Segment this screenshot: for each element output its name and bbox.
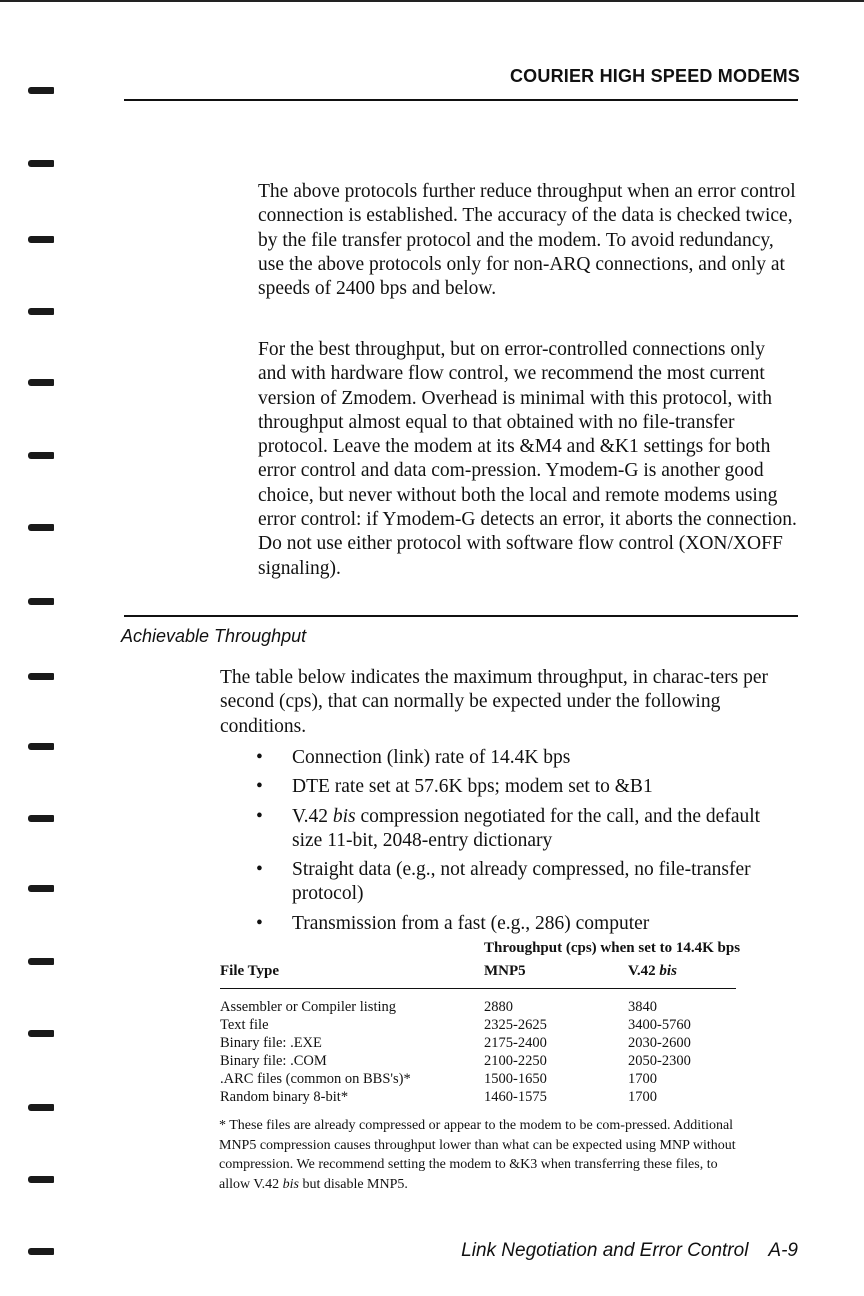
- bullet-glyph: •: [256, 776, 263, 798]
- bullet-glyph: •: [256, 805, 263, 827]
- cell-mnp5: 2175-2400: [484, 1035, 547, 1051]
- page-number: A-9: [768, 1240, 798, 1261]
- binder-mark: [28, 958, 54, 965]
- section-intro: The table below indicates the maximum throughput, in charac-ters per second (cps), that can normally be expected under the following conditions.: [220, 667, 768, 737]
- cell-file-type: Binary file: .COM: [220, 1053, 327, 1069]
- cell-mnp5: 2880: [484, 999, 513, 1015]
- cell-mnp5: 1500-1650: [484, 1071, 547, 1087]
- footer-title: Link Negotiation and Error Control: [461, 1240, 749, 1261]
- binder-mark: [28, 1176, 54, 1183]
- binder-mark: [28, 236, 54, 243]
- cell-mnp5: 2100-2250: [484, 1053, 547, 1069]
- list-item: • DTE rate set at 57.6K bps; modem set to &B1: [256, 775, 776, 799]
- bullet-glyph: •: [256, 912, 263, 934]
- table-group-header: Throughput (cps) when set to 14.4K bps: [484, 940, 741, 956]
- running-header: COURIER HIGH SPEED MODEMS: [509, 66, 800, 86]
- binder-mark: [28, 743, 54, 750]
- cell-file-type: Assembler or Compiler listing: [220, 999, 396, 1015]
- cell-mnp5: 1460-1575: [484, 1089, 547, 1105]
- cell-v42: 1700: [628, 1089, 657, 1105]
- running-footer: [461, 1240, 798, 1262]
- binder-mark: [28, 1248, 54, 1255]
- paragraph-protocol-overhead: The above protocols further reduce throughput when an error control connection is established. The accuracy of the data is checked twice, by the file transfer protocol and the modem. To avoid redundancy, use the above protocols only for non-ARQ connections, and only at speeds of 2400 bps and below.: [258, 181, 796, 300]
- binder-mark: [28, 160, 54, 167]
- top-edge-line: [0, 0, 864, 2]
- binder-mark: [28, 524, 54, 531]
- binder-mark: [28, 379, 54, 386]
- cell-v42: 2030-2600: [628, 1035, 691, 1051]
- binder-mark: [28, 308, 54, 315]
- list-item: • Transmission from a fast (e.g., 286) computer: [256, 912, 776, 936]
- binder-mark: [28, 598, 54, 605]
- cell-mnp5: 2325-2625: [484, 1017, 547, 1033]
- column-header-mnp5: MNP5: [484, 963, 526, 979]
- binder-mark: [28, 815, 54, 822]
- binder-mark: [28, 87, 54, 94]
- list-item: • V.42 bis compression negotiated for the call, and the default size 11-bit, 2048-entry dictionary: [256, 805, 761, 851]
- header-rule: [124, 99, 798, 101]
- bullet-glyph: •: [256, 747, 263, 768]
- list-item: • Connection (link) rate of 14.4K bps: [256, 746, 776, 770]
- cell-v42: 3400-5760: [628, 1017, 691, 1033]
- binder-mark: [28, 1104, 54, 1111]
- table-footnote: * These files are already compressed or appear to the modem to be com-pressed. Additional MNP5 compression causes throughput lower than what can be expected using MNP without compression. We recommend setting the modem to &K3 when transferring these files, to allow V.42 bis but disable MNP5.: [219, 1118, 736, 1192]
- cell-v42: 3840: [628, 999, 657, 1015]
- cell-v42: 2050-2300: [628, 1053, 691, 1069]
- section-heading: Achievable Throughput: [121, 626, 307, 646]
- list-item: • Straight data (e.g., not already compressed, no file-transfer protocol): [256, 859, 751, 905]
- section-rule: [124, 615, 798, 617]
- table-header-rule: [220, 988, 736, 989]
- paragraph-zmodem-recommendation: For the best throughput, but on error-controlled connections only and with hardware flow control, we recommend the most current version of Zmodem. Overhead is minimal with this protocol, with throughput almost equal to that obtained with no file-transfer protocol. Leave the modem at its &M4 and &K1 settings for both error control and data com-pression. Ymodem-G is another good choice, but never without both the local and remote modems using error control: if Ymodem-G detects an error, it aborts the connection. Do not use either protocol with software flow control (XON/XOFF signaling).: [258, 339, 797, 579]
- binder-mark: [28, 1030, 54, 1037]
- cell-file-type: Random binary 8-bit*: [220, 1089, 349, 1105]
- cell-file-type: Text file: [220, 1017, 269, 1033]
- column-header-v42: V.42 bis: [628, 963, 677, 979]
- cell-file-type: .ARC files (common on BBS's)*: [220, 1071, 411, 1087]
- bullet-glyph: •: [256, 859, 263, 881]
- binder-mark: [28, 452, 54, 459]
- cell-file-type: Binary file: .EXE: [220, 1035, 322, 1051]
- column-header-file-type: File Type: [220, 963, 280, 979]
- conditions-list: [256, 746, 776, 941]
- binder-mark: [28, 673, 54, 680]
- binder-mark: [28, 885, 54, 892]
- cell-v42: 1700: [628, 1071, 657, 1087]
